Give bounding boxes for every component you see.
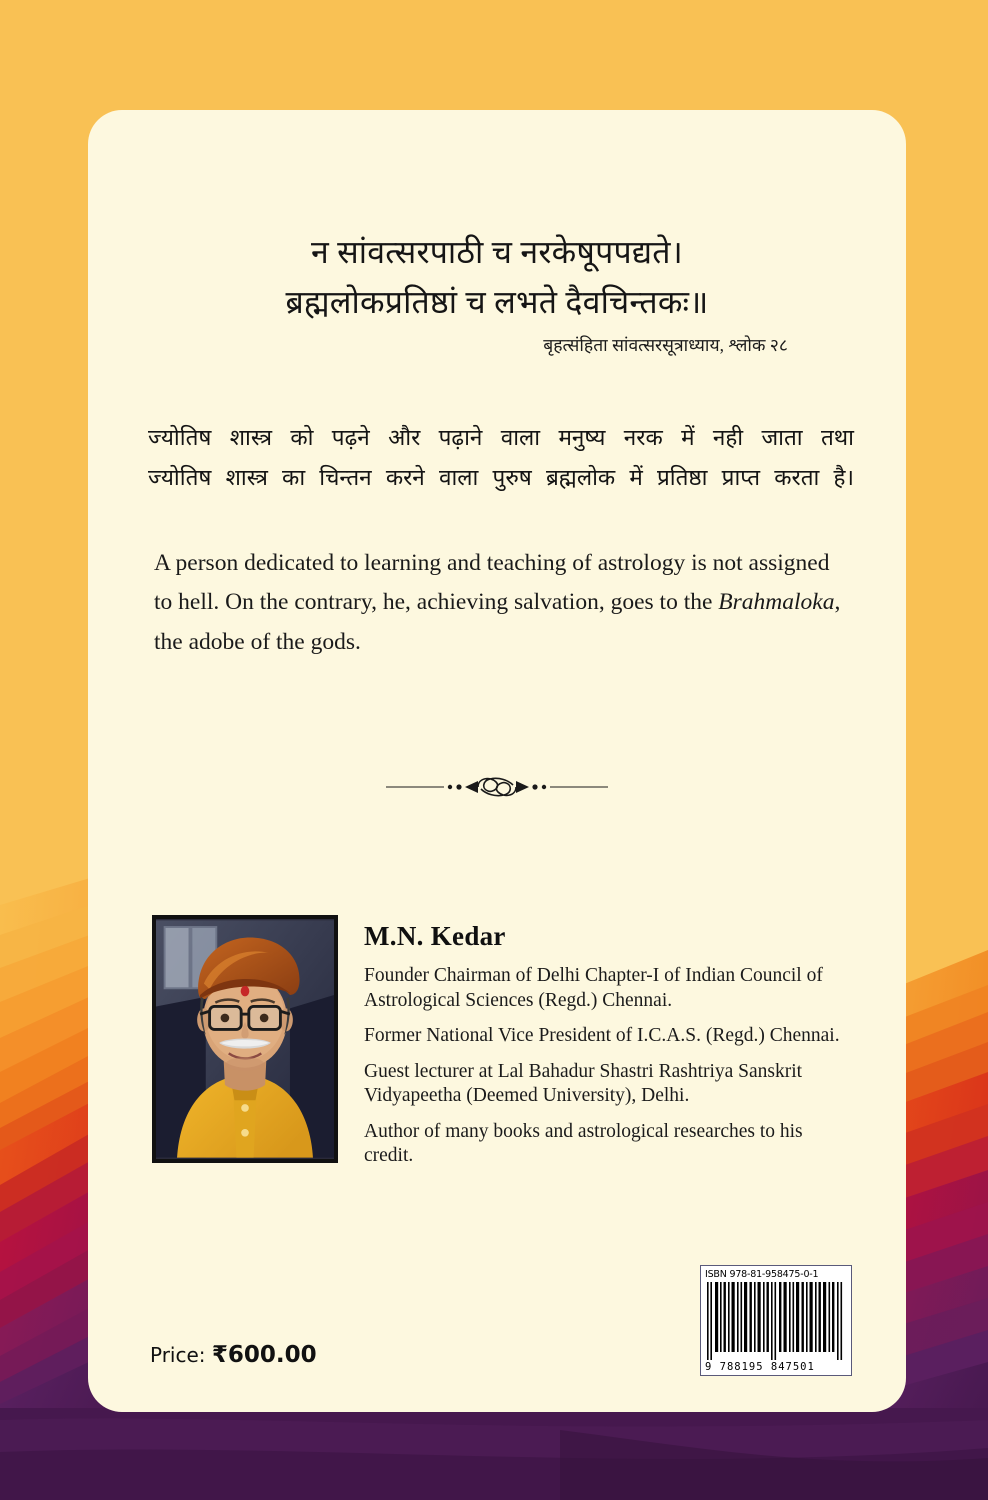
hindi-line-1: ज्योतिष शास्त्र को पढ़ने और पढ़ाने वाला मनुष्य नरक में नही जाता तथा — [148, 425, 854, 450]
english-part-1: A person dedicated to learning and teaching of astrology is not assigned to hell. On the contrary, he, achieving salvation, goes to the — [154, 550, 830, 616]
flourish-divider-icon — [88, 770, 906, 804]
price-amount: ₹600.00 — [211, 1342, 317, 1368]
english-translation-block — [154, 544, 848, 662]
english-part-2: , the adobe of the gods. — [154, 589, 841, 655]
shloka-line-1: न सांवत्सरपाठी च नरकेषूपपद्यते। — [310, 234, 683, 270]
sanskrit-shloka-block — [88, 228, 906, 357]
english-emphasis-term: Brahmaloka — [718, 589, 835, 616]
author-section — [152, 915, 856, 1180]
price-label — [150, 1342, 317, 1368]
hindi-line-2: ज्योतिष शास्त्र का चिन्तन करने वाला पुरुष ब्रह्मलोक में प्रतिष्ठा प्राप्त करता है। — [148, 465, 854, 491]
isbn-number-text: ISBN 978-81-958475-0-1 — [705, 1269, 819, 1280]
shloka-source-citation: बृहत्संहिता सांवत्सरसूत्राध्याय, श्लोक २८ — [543, 335, 788, 356]
author-name: M.N. Kedar — [364, 921, 506, 951]
hindi-translation-block — [148, 418, 854, 498]
author-bio-line: Former National Vice President of I.C.A.S. (Regd.) Chennai. — [364, 1025, 840, 1047]
author-bio-line: Founder Chairman of Delhi Chapter-I of Indian Council of Astrological Sciences (Regd.) Chennai. — [364, 965, 823, 1011]
shloka-line-2: ब्रह्मलोकप्रतिष्ठां च लभते दैवचिन्तकः॥ — [285, 283, 709, 320]
author-bio-line: Guest lecturer at Lal Bahadur Shastri Rashtriya Sanskrit Vidyapeetha (Deemed University), Delhi. — [364, 1060, 803, 1107]
back-cover-card — [88, 110, 906, 1412]
barcode-digits-text: 9 788195 847501 — [705, 1361, 815, 1373]
author-bio-line: Author of many books and astrological researches to his credit. — [364, 1120, 803, 1167]
barcode-bars — [705, 1282, 847, 1360]
price-prefix: Price: — [150, 1343, 212, 1367]
isbn-barcode — [700, 1265, 852, 1376]
author-portrait-photo — [152, 915, 338, 1163]
author-text-block — [364, 915, 856, 1180]
